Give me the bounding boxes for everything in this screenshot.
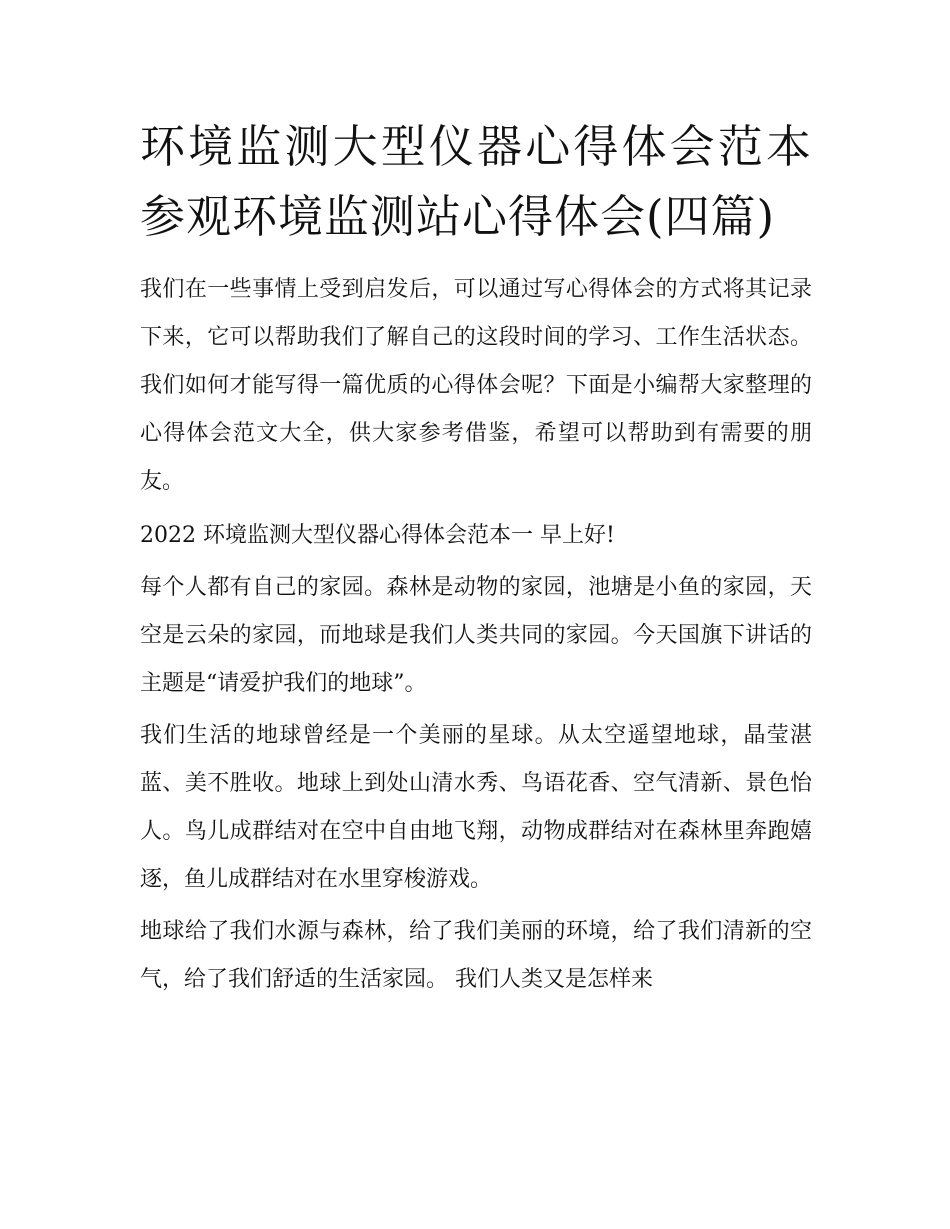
body-paragraph-1: 每个人都有自己的家园。森林是动物的家园，池塘是小鱼的家园，天空是云朵的家园，而地球是我们人类共同的家园。今天国旗下讲话的主题是“请爱护我们的地球”。 <box>140 575 812 696</box>
document-content <box>140 112 812 1004</box>
body-paragraph-3: 地球给了我们水源与森林，给了我们美丽的环境，给了我们清新的空气，给了我们舒适的生活家园。 我们人类又是怎样来 <box>140 919 812 992</box>
section-heading: 2022 环境监测大型仪器心得体会范本一 早上好! <box>140 523 615 548</box>
document-title: 环境监测大型仪器心得体会范本 参观环境监测站心得体会(四篇) <box>140 120 812 243</box>
intro-paragraph: 我们在一些事情上受到启发后，可以通过写心得体会的方式将其记录下来，它可以帮助我们了解自己的这段时间的学习、工作生活状态。我们如何才能写得一篇优质的心得体会呢？下面是小编帮大家整理的心得体会范文大全，供大家参考借鉴，希望可以帮助到有需要的朋友。 <box>140 277 812 494</box>
body-paragraph-2: 我们生活的地球曾经是一个美丽的星球。从太空遥望地球，晶莹湛蓝、美不胜收。地球上到处山清水秀、鸟语花香、空气清新、景色怡人。鸟儿成群结对在空中自由地飞翔，动物成群结对在森林里奔跑嬉逐，鱼儿成群结对在水里穿梭游戏。 <box>140 723 812 892</box>
